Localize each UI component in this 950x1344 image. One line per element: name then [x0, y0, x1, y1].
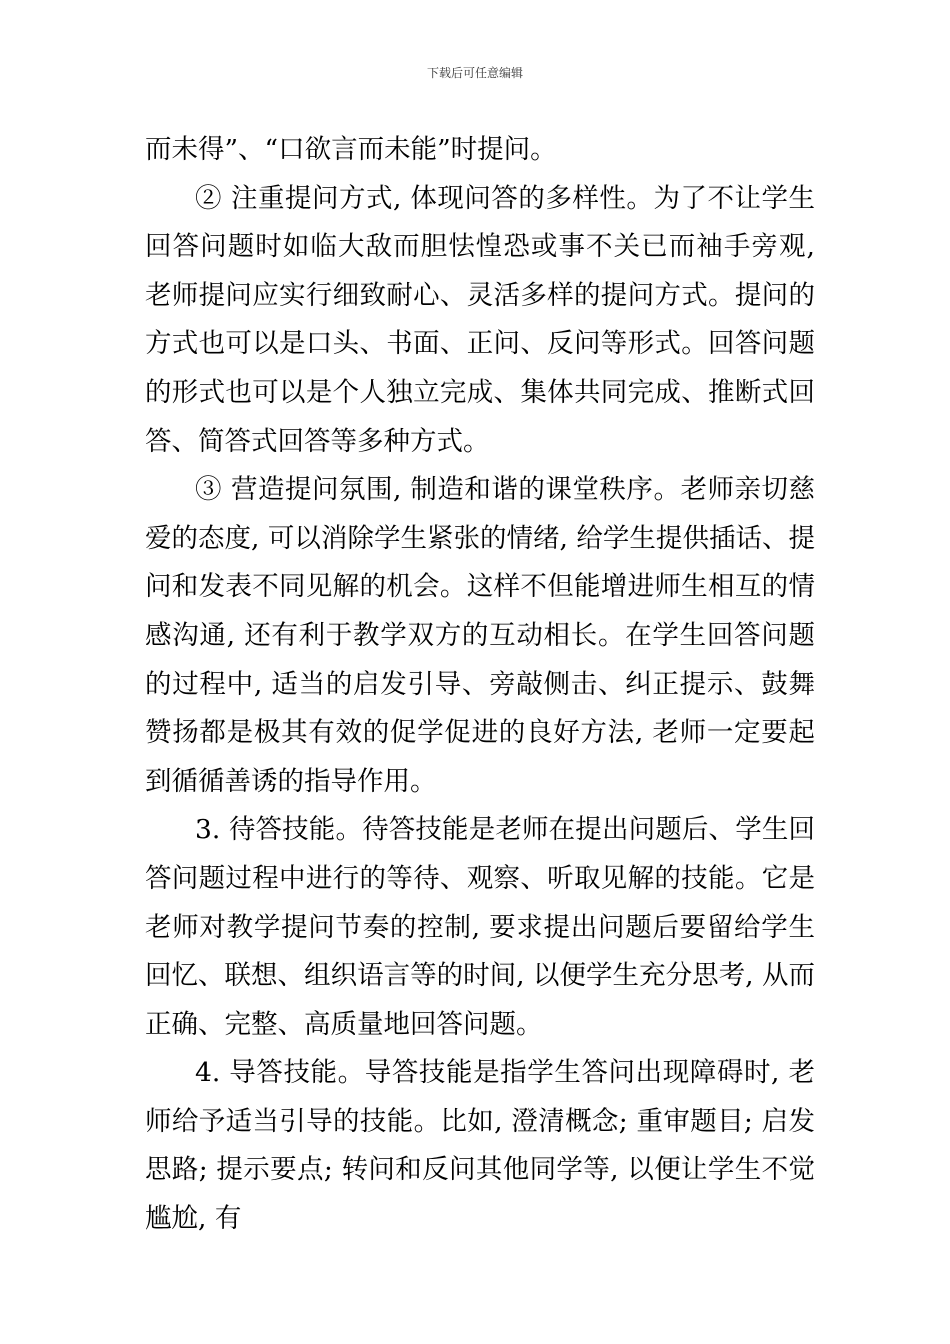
paragraph-guiding-skill: 4. 导答技能。导答技能是指学生答问出现障碍时, 老师给予适当引导的技能。比如, 澄清概念; 重审题目; 启发思路; 提示要点; 转问和反问其他同学等, 以便让学生不觉尴尬, 有 [145, 1057, 815, 1235]
document-body [145, 126, 815, 1244]
paragraph-question-methods: ② 注重提问方式, 体现问答的多样性。为了不让学生回答问题时如临大敌而胆怯惶恐或事不关已而袖手旁观, 老师提问应实行细致耐心、灵活多样的提问方式。提问的方式也可以是口头、书面、正问、反问等形式。回答问题的形式也可以是个人独立完成、集体共同完成、推断式回答、简答式回答等多种方式。 [145, 182, 815, 457]
paragraph-question-atmosphere: ③ 营造提问氛围, 制造和谐的课堂秩序。老师亲切慈爱的态度, 可以消除学生紧张的情绪, 给学生提供插话、提问和发表不同见解的机会。这样不但能增进师生相互的情感沟通, 还有利于教学双方的互动相长。在学生回答问题的过程中, 适当的启发引导、旁敲侧击、纠正提示、鼓舞赞扬都是极其有效的促学促进的良好方法, 老师一定要起到循循善诱的指导作用。 [145, 474, 815, 797]
paragraph-continuation: 而未得”、“口欲言而未能”时提问。 [145, 134, 557, 165]
paragraph-waiting-skill: 3. 待答技能。待答技能是老师在提出问题后、学生回答问题过程中进行的等待、观察、听取见解的技能。它是老师对教学提问节奏的控制, 要求提出问题后要留给学生回忆、联想、组织语言等的时间, 以便学生充分思考, 从而正确、完整、高质量地回答问题。 [145, 814, 815, 1040]
page-header: 下载后可任意编辑 [426, 66, 523, 80]
